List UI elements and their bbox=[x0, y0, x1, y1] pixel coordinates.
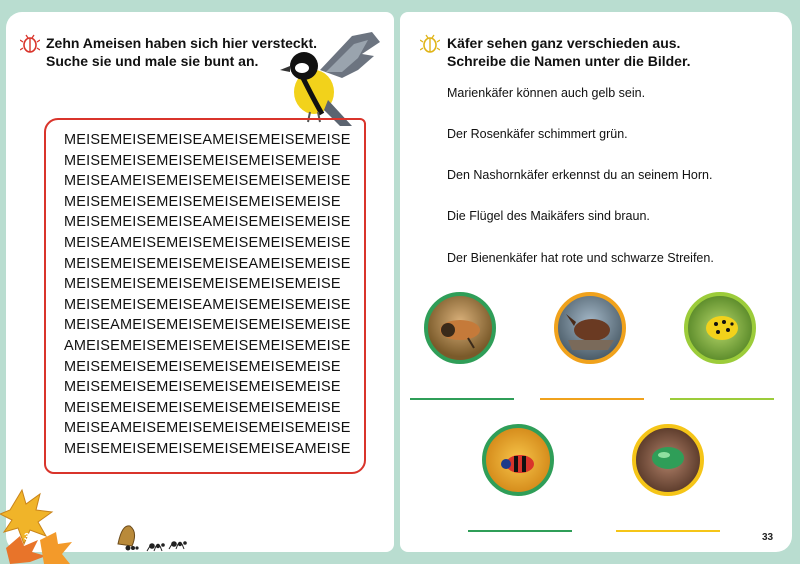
answer-line-2[interactable] bbox=[540, 398, 644, 400]
answer-line-4[interactable] bbox=[468, 530, 572, 532]
sentence-rhinoceros-beetle: Den Nashornkäfer erkennst du an seinem Horn. bbox=[447, 168, 713, 182]
word-search-row: MEISEMEISEMEISEMEISEMEISEAMEISE bbox=[64, 441, 351, 457]
word-search-row: MEISEMEISEMEISEMEISEMEISEMEISE bbox=[64, 399, 341, 416]
ant-illustration bbox=[112, 522, 192, 554]
right-task-line2: Schreibe die Namen unter die Bilder. bbox=[447, 53, 691, 69]
page-number-left: 32 bbox=[24, 532, 36, 543]
bug-icon bbox=[420, 34, 440, 54]
right-task-line1: Käfer sehen ganz verschieden aus. bbox=[447, 35, 681, 51]
word-search-row: MEISEMEISEMEISEMEISEAMEISEMEISE bbox=[64, 255, 351, 272]
left-task-line1: Zehn Ameisen haben sich hier versteckt. bbox=[46, 35, 318, 51]
word-search-row: MEISEMEISEMEISEMEISEMEISEMEISE bbox=[64, 379, 341, 396]
word-search-row: MEISEAMEISEMEISEMEISEMEISEMEISE bbox=[64, 173, 351, 190]
bird-illustration bbox=[262, 30, 382, 130]
answer-line-3[interactable] bbox=[670, 398, 774, 400]
word-search-row: MEISEMEISEMEISEAMEISEMEISEMEISE bbox=[64, 132, 351, 148]
word-search-row: MEISEMEISEMEISEMEISEMEISEMEISE bbox=[64, 358, 341, 375]
right-task-instructions bbox=[447, 34, 691, 70]
ladybug-photo bbox=[684, 292, 756, 364]
word-search-row: MEISEMEISEMEISEMEISEMEISEMEISE bbox=[64, 276, 341, 293]
rhinoceros-beetle-photo bbox=[554, 292, 626, 364]
bug-icon bbox=[20, 34, 40, 54]
answer-line-5[interactable] bbox=[616, 530, 720, 532]
word-search-row: MEISEAMEISEMEISEMEISEMEISEMEISE bbox=[64, 317, 351, 334]
bee-beetle-photo bbox=[482, 424, 554, 496]
sentence-cockchafer: Die Flügel des Maikäfers sind braun. bbox=[447, 209, 650, 223]
left-task-line2: Suche sie und male sie bunt an. bbox=[46, 53, 259, 69]
answer-line-1[interactable] bbox=[410, 398, 514, 400]
sentence-bee-beetle: Der Bienenkäfer hat rote und schwarze Streifen. bbox=[447, 251, 714, 265]
page-number-right: 33 bbox=[762, 532, 774, 543]
word-search-row: MEISEAMEISEMEISEMEISEMEISEMEISE bbox=[64, 420, 351, 437]
sentence-rose-chafer: Der Rosenkäfer schimmert grün. bbox=[447, 127, 628, 141]
autumn-leaves-illustration bbox=[0, 470, 80, 564]
word-search-row: MEISEMEISEMEISEAMEISEMEISEMEISE bbox=[64, 296, 351, 313]
word-search-row: MEISEMEISEMEISEMEISEMEISEMEISE bbox=[64, 193, 341, 210]
rose-chafer-photo bbox=[632, 424, 704, 496]
word-search-row: MEISEAMEISEMEISEMEISEMEISEMEISE bbox=[64, 235, 351, 251]
word-search-row: MEISEMEISEMEISEMEISEMEISEMEISE bbox=[64, 152, 341, 169]
cockchafer-photo bbox=[424, 292, 496, 364]
word-search-row: MEISEMEISEMEISEAMEISEMEISEMEISE bbox=[64, 214, 351, 231]
sentence-ladybug: Marienkäfer können auch gelb sein. bbox=[447, 86, 646, 100]
word-search-row: AMEISEMEISEMEISEMEISEMEISEMEISE bbox=[64, 338, 351, 354]
